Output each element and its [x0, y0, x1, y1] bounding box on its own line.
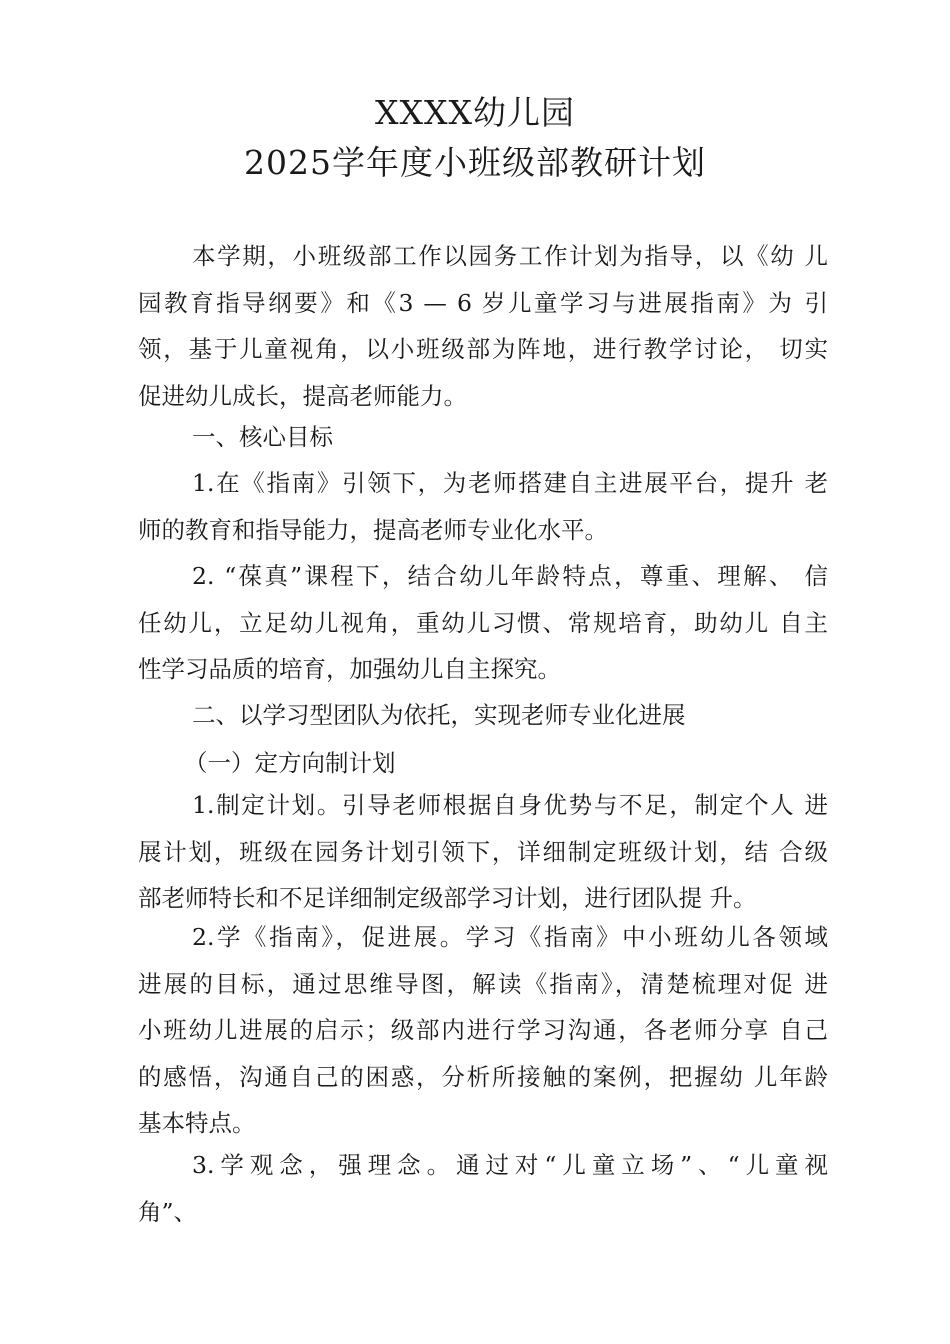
- paragraph-line: 小班幼儿进展的启示；级部内进行学习沟通，各老师分享 自己: [138, 1016, 828, 1044]
- paragraph-line: 任幼儿，立足幼儿视角，重幼儿习惯、常规培育，助幼儿 自主: [138, 608, 828, 637]
- paragraph-line: 2.学《指南》，促进展。学习《指南》中小班幼儿各领域: [192, 923, 828, 951]
- intro-paragraph: [138, 233, 828, 419]
- goal-2-paragraph: [138, 553, 828, 693]
- document-title-line-2: 2025学年度小班级部教研计划: [244, 143, 706, 182]
- section-heading-one: [138, 414, 828, 461]
- item-3-paragraph: [138, 1142, 828, 1235]
- item-2-paragraph: [138, 914, 828, 1147]
- paragraph-line: 1.制定计划。引导老师根据自身优势与不足，制定个人 进: [192, 791, 828, 819]
- paragraph-line: 的感悟，沟通自己的困惑，分析所接触的案例，把握幼 儿年龄: [138, 1062, 828, 1091]
- paragraph-line: 部老师特长和不足详细制定级部学习计划，进行团队提 升。: [138, 884, 757, 912]
- heading-text: 二、以学习型团队为依托，实现老师专业化进展: [192, 701, 686, 729]
- paragraph-line: 1.在《指南》引领下，为老师搭建自主进展平台，提升 老: [192, 469, 828, 497]
- paragraph-line: 2. “葆真”课程下，结合幼儿年龄特点，尊重、理解、 信: [192, 562, 828, 590]
- paragraph-line: 领，基于儿童视角，以小班级部为阵地，进行教学讨论， 切实: [138, 335, 828, 363]
- paragraph-line: 角”、: [138, 1197, 198, 1226]
- paragraph-line: 展计划，班级在园务计划引领下，详细制定班级计划，结 合级: [138, 837, 828, 866]
- paragraph-line: 3.学观念，强理念。通过对“儿童立场”、“儿童视: [192, 1151, 828, 1179]
- paragraph-line: 促进幼儿成长，提高老师能力。: [138, 381, 467, 410]
- paragraph-line: 园教育指导纲要》和《3 — 6 岁儿童学习与进展指南》为 引: [138, 288, 828, 317]
- item-1-paragraph: [138, 782, 828, 922]
- goal-1-paragraph: [138, 460, 828, 553]
- heading-text: 一、核心目标: [192, 423, 333, 451]
- section-heading-two: [138, 692, 828, 739]
- document-title-line-1: XXXX幼儿园: [375, 93, 575, 132]
- paragraph-line: 基本特点。: [138, 1109, 256, 1137]
- paragraph-line: 本学期，小班级部工作以园务工作计划为指导，以《幼 儿: [192, 242, 828, 270]
- subsection-heading-one: [138, 740, 828, 787]
- heading-text: （一）定方向制计划: [184, 749, 396, 777]
- paragraph-line: 性学习品质的培育，加强幼儿自主探究。: [138, 655, 561, 683]
- paragraph-line: 进展的目标，通过思维导图，解读《指南》，清楚梳理对促 进: [138, 969, 828, 998]
- paragraph-line: 师的教育和指导能力，提高老师专业化水平。: [138, 515, 608, 544]
